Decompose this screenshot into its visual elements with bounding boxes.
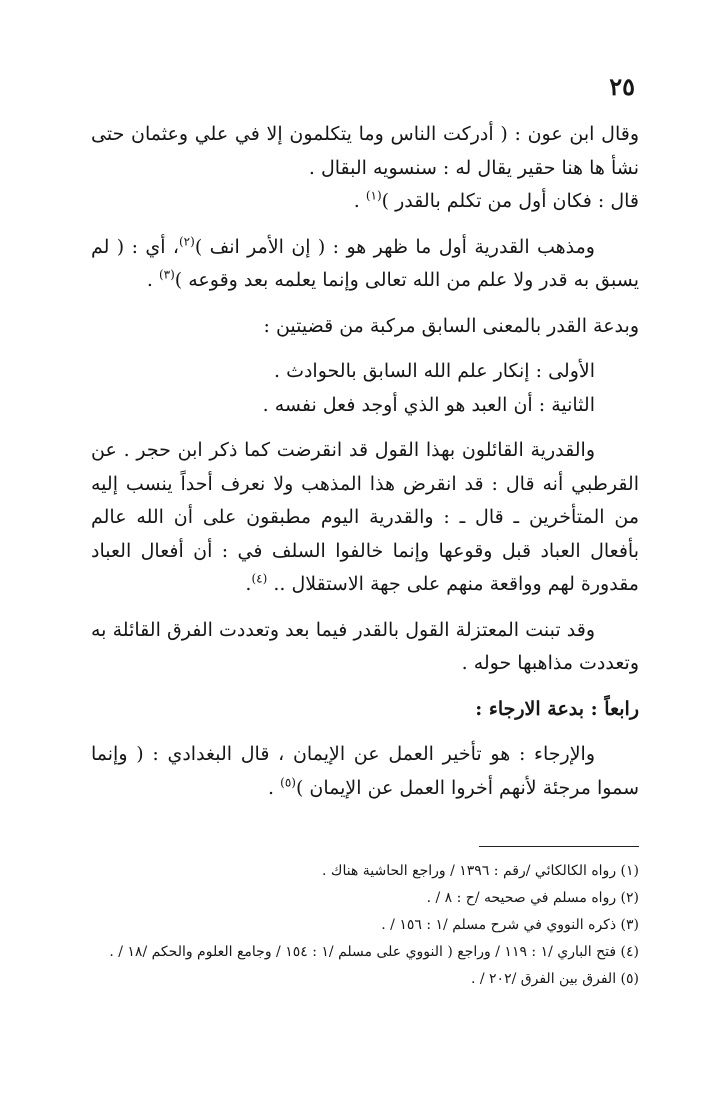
paragraph-first-speaker bbox=[91, 185, 639, 219]
paragraph-mutazila: وقد تبنت المعتزلة القول بالقدر فيما بعد وتعددت الفرق القائلة به وتعددت مذاهبها حوله . bbox=[91, 618, 639, 674]
page-number: ٢٥ bbox=[609, 72, 635, 101]
footnotes bbox=[87, 858, 639, 993]
paragraph-ibn-awn: وقال ابن عون : ( أدركت الناس وما يتكلمون إلا في علي وعثمان حتى نشأ ها هنا حقير يقال له : سنسويه البقال . bbox=[91, 123, 639, 179]
footnote-ref-1: (١) bbox=[365, 188, 382, 203]
paragraph-end: . bbox=[353, 190, 366, 212]
proposition-first: الأولى : إنكار علم الله السابق بالحوادث . bbox=[274, 360, 595, 382]
footnote-ref-4: (٤) bbox=[251, 571, 268, 586]
paragraph-irja-definition bbox=[91, 738, 639, 805]
footnote-ref-3: (٣) bbox=[158, 267, 175, 282]
paragraph-extinct-qadariyya bbox=[91, 434, 639, 602]
footnote-ref-2: (٢) bbox=[178, 234, 195, 249]
footnote-separator bbox=[479, 846, 639, 847]
paragraph-qadariyya-doctrine bbox=[91, 231, 639, 298]
footnote-3: (٣) ذكره النووي في شرح مسلم /١ : ١٥٦ / . bbox=[381, 917, 639, 933]
footnote-ref-5: (٥) bbox=[280, 775, 296, 790]
paragraph-end: . bbox=[268, 776, 281, 799]
paragraph-text: ومذهب القدرية أول ما ظهر هو : ( إن الأمر انف ) bbox=[194, 235, 595, 258]
paragraph-text: والقدرية القائلون بهذا القول قد انقرضت كما ذكر ابن حجر . عن القرطبي أنه قال : قد انقرض هذا المذهب ولا نعرف أحداً ينسب إليه من المتأخرين ـ قال ـ : والقدرية اليوم مطبقون على أن الله عالم بأفعال العباد قبل وقوعها وإنما خالفوا السلف في : أن أفعال العباد مقدورة لهم وواقعة منهم على جهة الاستقلال .. bbox=[91, 439, 639, 595]
proposition-second: الثانية : أن العبد هو الذي أوجد فعل نفسه . bbox=[262, 393, 595, 416]
section-heading: رابعاً : بدعة الارجاء : bbox=[475, 697, 639, 720]
footnote-4: (٤) فتح الباري /١ : ١١٩ / وراجع ( النووي على مسلم /١ : ١٥٤ / وجامع العلوم والحكم /١٨ / . bbox=[109, 944, 639, 960]
paragraph-text: والإرجاء : هو تأخير العمل عن الإيمان ، قال البغدادي : ( وإنما سموا مرجئة لأنهم أخروا العمل عن الإيمان ) bbox=[91, 743, 639, 799]
footnote-5: (٥) الفرق بين الفرق /٢٠٢ / . bbox=[470, 971, 639, 987]
footnote-2: (٢) رواه مسلم في صحيحه /ح : ٨ / . bbox=[426, 890, 639, 906]
paragraph-end: . bbox=[146, 269, 159, 291]
paragraph-end: . bbox=[245, 573, 252, 595]
paragraph-text: ، أي : ( لم يسبق به قدر ولا علم من الله تعالى وإنما يعلمه بعد وقوعه ) bbox=[91, 235, 639, 291]
paragraph-two-propositions: وبدعة القدر بالمعنى السابق مركبة من قضيتين : bbox=[263, 314, 639, 337]
main-text bbox=[91, 118, 639, 817]
paragraph-text: قال : فكان أول من تكلم بالقدر ) bbox=[381, 190, 639, 212]
footnote-1: (١) رواه الكالكائي /رقم : ١٣٩٦ / وراجع الحاشية هناك . bbox=[322, 863, 639, 879]
